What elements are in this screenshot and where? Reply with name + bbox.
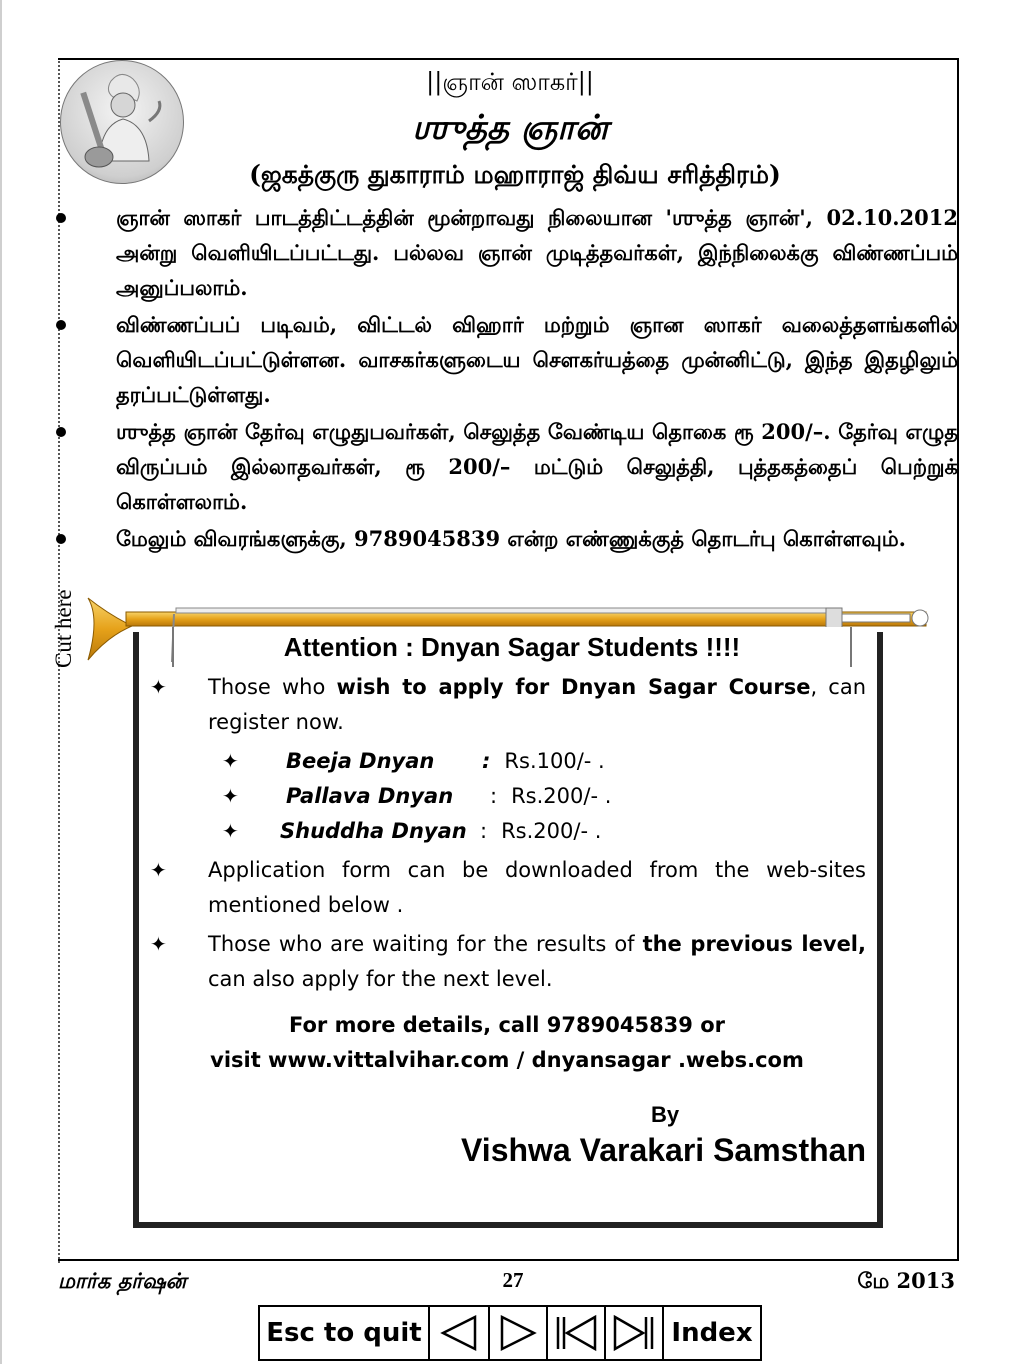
text-bold: wish to apply for Dnyan Sagar Course	[336, 675, 811, 699]
triangle-left-icon	[439, 1313, 479, 1353]
course-separator: :	[480, 819, 488, 843]
cut-here-label: Cut here	[51, 589, 76, 668]
bullet-dot-icon	[56, 427, 66, 437]
previous-page-button[interactable]	[428, 1305, 490, 1361]
course-separator: :	[482, 749, 491, 773]
triangle-right-icon	[498, 1313, 538, 1353]
first-page-button[interactable]	[546, 1305, 606, 1361]
course-item	[148, 744, 866, 779]
text: Those who	[208, 675, 337, 699]
contact-line-phone: For more details, call 9789045839 or	[288, 1013, 726, 1037]
tamil-header-subtitle: (ஜகத்குரு துகாராம் மஹாராஜ் திவ்ய சரித்திரம்)	[249, 160, 781, 189]
star-bullet-icon: ✦	[222, 749, 239, 773]
course-fee: Rs.100/- .	[504, 749, 605, 773]
esc-to-quit-label: Esc to quit	[266, 1318, 422, 1348]
star-bullet-icon: ✦	[150, 932, 167, 956]
tamil-bullet	[58, 307, 958, 412]
organization-name: Vishwa Varakari Samsthan	[461, 1132, 866, 1168]
course-separator: :	[490, 784, 498, 808]
tamil-header-line1: ||ஞான் ஸாகர்||	[426, 68, 594, 96]
course-name: Pallava Dnyan	[286, 784, 454, 808]
tamil-bullet	[58, 414, 958, 519]
course-name: Beeja Dnyan	[286, 749, 435, 773]
by-label: By	[650, 1102, 680, 1127]
notice-bullet-apply	[148, 670, 866, 740]
tamil-bullet	[58, 521, 958, 556]
star-bullet-icon: ✦	[222, 819, 239, 843]
course-item	[148, 814, 866, 849]
esc-to-quit-button[interactable]	[258, 1305, 430, 1361]
course-name: Shuddha Dnyan	[280, 819, 467, 843]
next-page-button[interactable]	[488, 1305, 548, 1361]
course-item	[148, 779, 866, 814]
notice-title: Attention : Dnyan Sagar Students !!!!	[172, 627, 852, 667]
tamil-bullet-list	[58, 200, 958, 558]
course-fee: Rs.200/- .	[511, 784, 612, 808]
tamil-bullet-text: ஶுத்த ஞான் தேர்வு எழுதுபவர்கள், செலுத்த வேண்டிய தொகை ரூ 200/–. தேர்வு எழுத விருப்பம் இல்லாதவர்கள், ரூ 200/– மட்டும் செலுத்தி, புத்தகத்தைப் பெற்றுக் கொள்ளலாம்.	[116, 419, 958, 514]
footer-magazine-name: மார்க தர்ஷன்	[58, 1268, 187, 1293]
text: can also apply for the next level.	[208, 967, 553, 991]
notice-bullet-download	[148, 853, 866, 923]
text: Application form can be downloaded from the web-sites mentioned below .	[208, 858, 866, 917]
navigation-bar	[258, 1305, 760, 1361]
tamil-header-title: ஶுத்த ஞான்	[412, 108, 608, 148]
index-label: Index	[671, 1318, 753, 1348]
text: , can register now.	[208, 675, 867, 734]
star-bullet-icon: ✦	[222, 784, 239, 808]
bullet-dot-icon	[56, 320, 66, 330]
tamil-bullet-text: ஞான் ஸாகர் பாடத்திட்டத்தின் மூன்றாவது நிலையான 'ஶுத்த ஞான்', 02.10.2012 அன்று வெளியிடப்பட்டது. பல்லவ ஞான் முடித்தவர்கள், இந்நிலைக்கு விண்ணப்பம் அனுப்பலாம்.	[116, 205, 958, 300]
notice-bullet-previous-level	[148, 927, 866, 997]
last-page-button[interactable]	[604, 1305, 664, 1361]
page-edge	[0, 0, 2, 1364]
course-fee: Rs.200/- .	[501, 819, 602, 843]
star-bullet-icon: ✦	[150, 858, 167, 882]
star-bullet-icon: ✦	[150, 675, 167, 699]
text-bold: the previous level,	[642, 932, 866, 956]
notice-bullet-list	[148, 670, 866, 1001]
footer-page-number: 27	[502, 1268, 524, 1292]
text: Those who are waiting for the results of	[208, 932, 643, 956]
tamil-bullet-text: மேலும் விவரங்களுக்கு, 9789045839 என்ற எண்ணுக்குத் தொடர்பு கொள்ளவும்.	[116, 526, 906, 551]
contact-line-web: visit www.vittalvihar.com / dnyansagar .webs.com	[210, 1048, 804, 1072]
bullet-dot-icon	[56, 213, 66, 223]
tamil-bullet	[58, 200, 958, 305]
index-button[interactable]	[662, 1305, 762, 1361]
skip-to-start-icon	[555, 1313, 597, 1353]
contact-details	[148, 1008, 866, 1078]
bullet-dot-icon	[56, 534, 66, 544]
skip-to-end-icon	[613, 1313, 655, 1353]
tamil-bullet-text: விண்ணப்பப் படிவம், விட்டல் விஹார் மற்றும் ஞான ஸாகர் வலைத்தளங்களில் வெளியிடப்பட்டுள்ளன. வாசகர்களுடைய சௌகர்யத்தை முன்னிட்டு, இந்த இதழிலும் தரப்பட்டுள்ளது.	[116, 312, 958, 407]
footer-issue-date: மே 2013	[857, 1268, 955, 1293]
